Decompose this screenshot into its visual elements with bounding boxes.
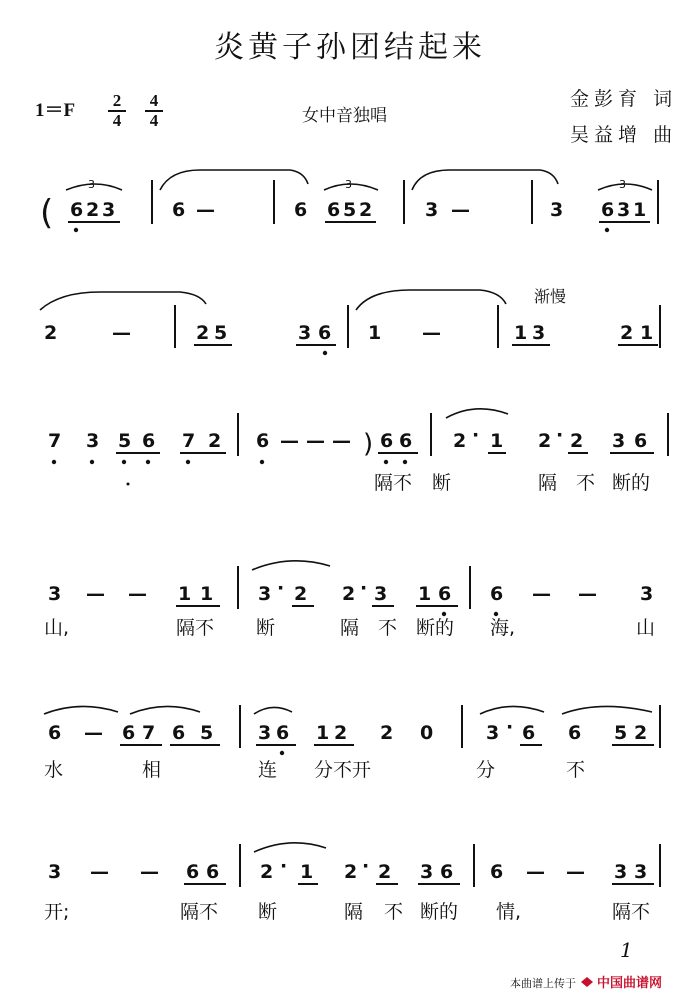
svg-text:3: 3	[48, 861, 62, 883]
svg-text:5: 5	[343, 199, 357, 221]
svg-text:6: 6	[172, 199, 186, 221]
svg-text:3: 3	[258, 583, 272, 605]
svg-text:2: 2	[634, 722, 648, 744]
svg-text:—: —	[451, 199, 470, 221]
svg-text:1: 1	[514, 322, 528, 344]
svg-text:3: 3	[612, 430, 626, 452]
svg-text:1: 1	[640, 322, 654, 344]
svg-text:5: 5	[200, 722, 214, 744]
svg-text:—: —	[578, 583, 597, 605]
svg-text:7: 7	[48, 430, 62, 452]
svg-text:2: 2	[380, 722, 394, 744]
svg-text:6: 6	[522, 722, 536, 744]
svg-text:2: 2	[260, 861, 274, 883]
lyric: 情,	[496, 901, 522, 923]
footer-brand: 中国曲谱网	[597, 976, 663, 991]
svg-text:6: 6	[399, 430, 413, 452]
footer	[510, 972, 662, 991]
svg-text:3: 3	[298, 322, 312, 344]
performance-type: 女中音独唱	[302, 106, 387, 126]
svg-text:1: 1	[300, 861, 314, 883]
lyric: 不	[378, 617, 398, 639]
svg-text:—: —	[280, 430, 299, 452]
svg-text:—: —	[332, 430, 351, 452]
svg-text:3: 3	[258, 722, 272, 744]
svg-text:6: 6	[172, 722, 186, 744]
svg-text:3: 3	[640, 583, 654, 605]
composer-role: 曲	[653, 124, 678, 146]
time-signature-2-4: 2 4	[108, 92, 126, 130]
svg-text:3: 3	[374, 583, 388, 605]
svg-text:6: 6	[318, 322, 332, 344]
svg-text:—: —	[140, 861, 159, 883]
svg-text:2: 2	[334, 722, 348, 744]
lyric: 海,	[490, 617, 516, 639]
svg-text:—: —	[566, 861, 585, 883]
svg-text:·: ·	[362, 855, 370, 877]
svg-text:6: 6	[327, 199, 341, 221]
lyric: 不	[384, 901, 404, 923]
composer-name: 吴益增	[570, 124, 643, 146]
svg-text:1: 1	[418, 583, 432, 605]
lyric: 隔不	[176, 617, 215, 639]
svg-text:): )	[363, 429, 374, 459]
svg-text:1: 1	[200, 583, 214, 605]
svg-text:2: 2	[342, 583, 356, 605]
svg-text:3: 3	[614, 861, 628, 883]
lyric: 断	[432, 472, 452, 494]
lyric: 断的	[420, 901, 459, 923]
svg-text:6: 6	[634, 430, 648, 452]
lyric: 开;	[44, 901, 70, 923]
svg-text:1: 1	[633, 199, 647, 221]
svg-text:3: 3	[102, 199, 116, 221]
svg-text:2: 2	[86, 199, 100, 221]
svg-text:·: ·	[277, 577, 285, 599]
svg-text:6: 6	[142, 430, 156, 452]
lyric: 山	[636, 617, 656, 639]
svg-text:—: —	[86, 583, 105, 605]
svg-text:6: 6	[70, 199, 84, 221]
svg-text:3: 3	[88, 178, 95, 191]
page-number: 1	[620, 938, 633, 962]
site-logo-icon	[580, 976, 594, 988]
svg-text:5: 5	[214, 322, 228, 344]
key-signature: 1＝F	[35, 100, 76, 121]
svg-text:3: 3	[550, 199, 564, 221]
svg-text:3: 3	[619, 178, 626, 191]
song-title: 炎黄子孙团结起来	[214, 30, 486, 65]
svg-text:·: ·	[360, 577, 368, 599]
svg-text:7: 7	[182, 430, 196, 452]
svg-text:(: (	[40, 193, 54, 233]
svg-text:6: 6	[256, 430, 270, 452]
svg-text:1: 1	[178, 583, 192, 605]
svg-text:1: 1	[316, 722, 330, 744]
svg-text:·: ·	[506, 716, 514, 738]
svg-text:3: 3	[634, 861, 648, 883]
lyric: 断的	[416, 617, 455, 639]
svg-text:2: 2	[570, 430, 584, 452]
svg-text:2: 2	[196, 322, 210, 344]
lyric: 隔不	[180, 901, 219, 923]
svg-text:2: 2	[44, 322, 58, 344]
svg-text:5: 5	[614, 722, 628, 744]
svg-text:6: 6	[380, 430, 394, 452]
lyric: 隔	[538, 472, 558, 494]
svg-text:2: 2	[294, 583, 308, 605]
svg-text:6: 6	[568, 722, 582, 744]
time-signature-4-4: 4 4	[145, 92, 163, 130]
svg-text:1: 1	[368, 322, 382, 344]
svg-text:3: 3	[345, 178, 352, 191]
svg-text:6: 6	[122, 722, 136, 744]
svg-text:6: 6	[276, 722, 290, 744]
svg-text:5: 5	[118, 430, 132, 452]
lyric: 隔不	[612, 901, 651, 923]
lyric: 断	[258, 901, 278, 923]
lyric: 断的	[612, 472, 651, 494]
svg-text:3: 3	[48, 583, 62, 605]
svg-text:1: 1	[490, 430, 504, 452]
svg-text:2: 2	[620, 322, 634, 344]
svg-text:3: 3	[425, 199, 439, 221]
svg-text:—: —	[422, 322, 441, 344]
svg-text:6: 6	[490, 583, 504, 605]
footer-text: 本曲谱上传于	[510, 977, 576, 990]
svg-text:—: —	[112, 322, 131, 344]
svg-text:—: —	[526, 861, 545, 883]
lyric: 不	[576, 472, 596, 494]
lyric: 相	[142, 759, 162, 781]
svg-text:·: ·	[556, 424, 564, 446]
lyric: 山,	[44, 617, 70, 639]
svg-text:—: —	[306, 430, 325, 452]
lyric: 不	[566, 759, 586, 781]
svg-text:6: 6	[206, 861, 220, 883]
svg-text:3: 3	[486, 722, 500, 744]
svg-text:—: —	[84, 722, 103, 744]
svg-text:2: 2	[538, 430, 552, 452]
svg-text:2: 2	[208, 430, 222, 452]
svg-text:7: 7	[142, 722, 156, 744]
svg-text:3: 3	[617, 199, 631, 221]
svg-text:—: —	[128, 583, 147, 605]
svg-text:6: 6	[438, 583, 452, 605]
lyric: 断	[256, 617, 276, 639]
svg-text:2: 2	[359, 199, 373, 221]
svg-text:·: ·	[472, 424, 480, 446]
svg-text:3: 3	[532, 322, 546, 344]
svg-text:2: 2	[378, 861, 392, 883]
svg-text:6: 6	[48, 722, 62, 744]
svg-text:—: —	[532, 583, 551, 605]
lyricist-role: 词	[653, 88, 678, 110]
svg-text:6: 6	[186, 861, 200, 883]
svg-text:2: 2	[453, 430, 467, 452]
svg-text:3: 3	[420, 861, 434, 883]
lyric: 分	[476, 759, 496, 781]
lyric: 分不开	[314, 759, 372, 781]
svg-text:·: ·	[280, 855, 288, 877]
svg-text:—: —	[196, 199, 215, 221]
svg-text:6: 6	[294, 199, 308, 221]
svg-text:6: 6	[490, 861, 504, 883]
tempo-marking: 渐慢	[534, 287, 567, 306]
lyric: 隔不	[374, 472, 413, 494]
svg-text:2: 2	[344, 861, 358, 883]
lyric: 隔	[344, 901, 364, 923]
lyric: 水	[44, 759, 64, 781]
svg-text:—: —	[90, 861, 109, 883]
svg-text:0: 0	[420, 722, 434, 744]
lyric: 连	[258, 759, 278, 781]
lyric: 隔	[340, 617, 360, 639]
svg-text:3: 3	[86, 430, 100, 452]
svg-text:6: 6	[601, 199, 615, 221]
lyricist-name: 金彭育	[570, 88, 643, 110]
svg-text:6: 6	[440, 861, 454, 883]
